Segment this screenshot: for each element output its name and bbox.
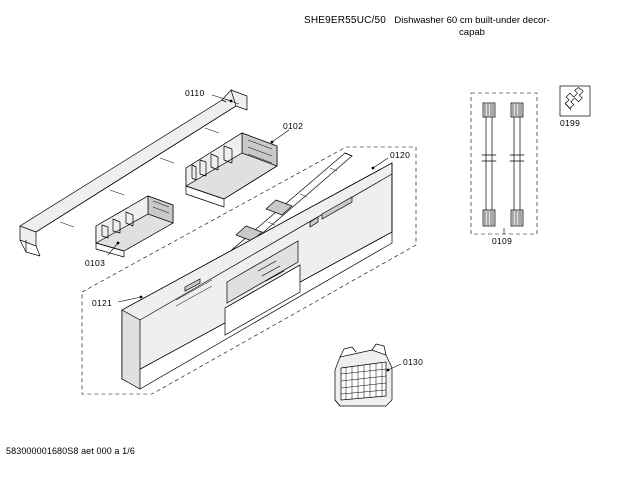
part-0130-cutlery-rack xyxy=(335,344,392,406)
callout-0121: 0121 xyxy=(92,298,113,308)
part-0109-hose-group xyxy=(471,93,537,234)
callout-0120: 0120 xyxy=(390,150,411,160)
appliance-description: Dishwasher 60 cm built-under decor-capab xyxy=(394,15,550,38)
part-0103-latch-module xyxy=(96,196,173,257)
callout-0110: 0110 xyxy=(185,88,205,98)
model-number: SHE9ER55UC/50 xyxy=(303,15,387,26)
footer-text: 583000001680S8 aet 000 a 1/6 xyxy=(6,446,135,456)
callout-0102: 0102 xyxy=(283,121,304,131)
part-0102-control-module xyxy=(186,133,277,207)
callout-0109: 0109 xyxy=(492,236,513,246)
part-0199-tool-box xyxy=(560,86,590,116)
callout-0130: 0130 xyxy=(403,357,424,367)
callout-0103: 0103 xyxy=(85,258,106,268)
callout-0199: 0199 xyxy=(560,118,581,128)
